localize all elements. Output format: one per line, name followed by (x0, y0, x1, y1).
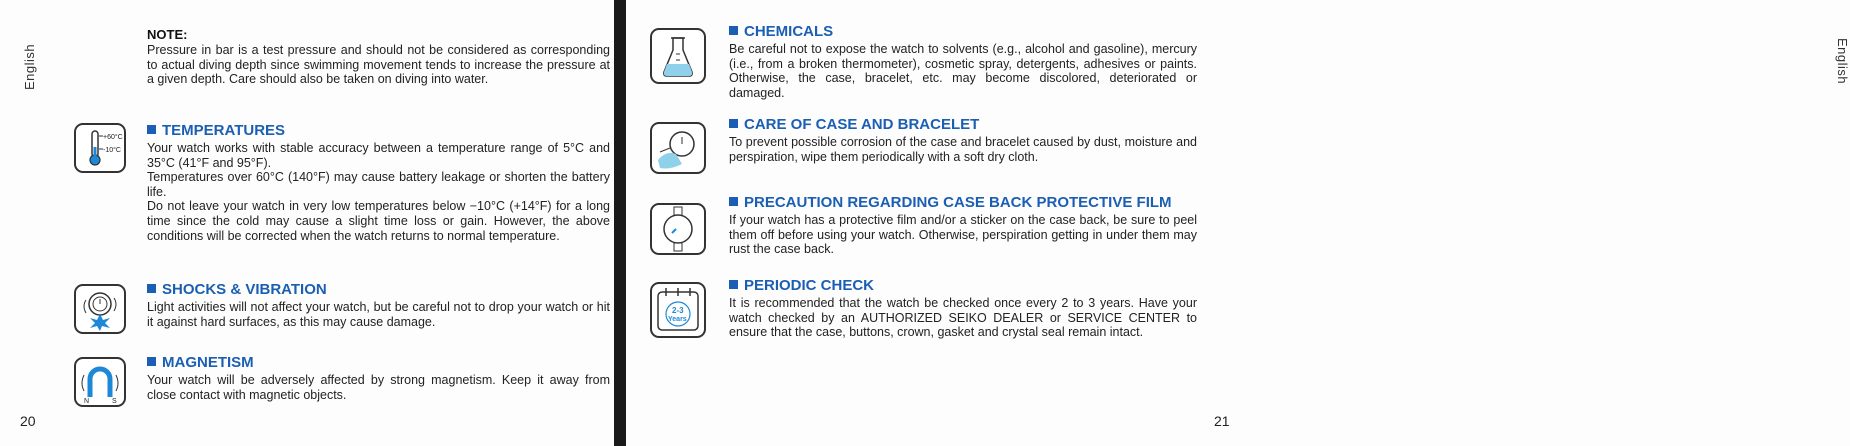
chemicals-text: Be careful not to expose the watch to solvents (e.g., alcohol and gasoline), mercury (i.e., from a broken thermometer), cosmetic spray, detergents, adhesives or paints. Otherwise, the case, bracelet, etc. may become discolored, deteriorated or damaged. (729, 42, 1197, 100)
right-page (626, 0, 1850, 446)
magnet-icon (74, 357, 126, 407)
temperatures-section (147, 122, 610, 243)
page-gutter (614, 0, 626, 446)
note-text: Pressure in bar is a test pressure and should not be considered as corresponding to actual diving depth since swimming movement tends to increase the pressure at a given depth. Care should also be taken on diving into water. (147, 43, 610, 87)
language-label-left: English (22, 43, 37, 90)
note-heading: NOTE: (147, 27, 188, 42)
magnetism-section (147, 354, 610, 402)
magnetism-heading: MAGNETISM (147, 354, 610, 372)
magnet-n-label: N (84, 398, 90, 405)
temp-hot-label: +60°C (103, 134, 123, 141)
care-section (729, 116, 1197, 164)
periodic-section (729, 277, 1197, 340)
thermometer-icon (74, 123, 126, 173)
chemicals-heading: CHEMICALS (729, 23, 1197, 41)
heading-bullet (147, 284, 156, 293)
wiping-cloth-icon (650, 122, 706, 174)
temperatures-text-2: Temperatures over 60°C (140°F) may cause battery leakage or shorten the battery life. (147, 170, 610, 199)
heading-bullet (729, 197, 738, 206)
heading-bullet (729, 26, 738, 35)
periodic-text: It is recommended that the watch be checked once every 2 to 3 years. Have your watch checked by an AUTHORIZED SEIKO DEALER or SERVICE CENTER to ensure that the case, buttons, crown, gasket and crystal seal remain intact. (729, 296, 1197, 340)
left-page (0, 0, 614, 446)
temp-cold-label: -10°C (103, 147, 121, 154)
film-text: If your watch has a protective film and/or a sticker on the case back, be sure to peel them off before using your watch. Otherwise, perspiration getting in under them may rust the case back. (729, 213, 1197, 257)
page-number-right: 21 (1214, 413, 1230, 429)
heading-bullet (729, 280, 738, 289)
care-text: To prevent possible corrosion of the case and bracelet caused by dust, moisture and perspiration, wipe them periodically with a soft dry cloth. (729, 135, 1197, 164)
calendar-years-number: 2-3 (672, 306, 684, 315)
flask-icon (650, 28, 706, 84)
chemicals-section (729, 23, 1197, 100)
temperatures-text-1: Your watch works with stable accuracy between a temperature range of 5°C and 35°C (41°F and 95°F). (147, 141, 610, 170)
magnet-s-label: S (112, 398, 117, 405)
temperatures-heading: TEMPERATURES (147, 122, 610, 140)
page-number-left: 20 (20, 413, 36, 429)
heading-bullet (147, 125, 156, 134)
heading-bullet (147, 357, 156, 366)
film-heading: PRECAUTION REGARDING CASE BACK PROTECTIVE FILM (729, 194, 1197, 212)
watch-back-icon (650, 203, 706, 255)
care-heading: CARE OF CASE AND BRACELET (729, 116, 1197, 134)
shocks-text: Light activities will not affect your watch, but be careful not to drop your watch or hit it against hard surfaces, as this may cause damage. (147, 300, 610, 329)
film-section (729, 194, 1197, 257)
shock-icon (74, 284, 126, 334)
temperatures-text-3: Do not leave your watch in very low temperatures below −10°C (+14°F) for a long time since the cold may cause a slight time loss or gain. However, the above conditions will be corrected when the watch returns to normal temperature. (147, 199, 610, 243)
note-section (147, 27, 610, 87)
calendar-years-label: Years (668, 316, 687, 323)
heading-bullet (729, 119, 738, 128)
magnetism-text: Your watch will be adversely affected by strong magnetism. Keep it away from close contact with magnetic objects. (147, 373, 610, 402)
language-label-right: English (1835, 38, 1850, 85)
shocks-heading: SHOCKS & VIBRATION (147, 281, 610, 299)
shocks-section (147, 281, 610, 329)
calendar-icon (650, 282, 706, 338)
periodic-heading: PERIODIC CHECK (729, 277, 1197, 295)
